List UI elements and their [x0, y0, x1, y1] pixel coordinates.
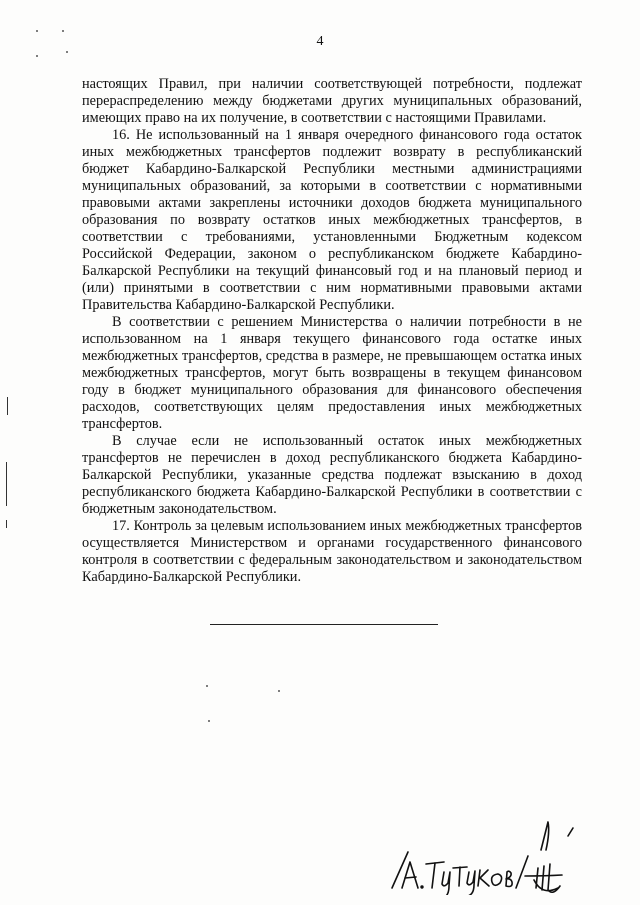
scan-dot — [278, 690, 280, 692]
margin-scan-line — [7, 397, 8, 415]
handwritten-signature — [370, 810, 590, 895]
paragraph-continuation: настоящих Правил, при наличии соответствующей потребности, подлежат перераспределению между бюджетами других муниципальных образований, имеющих право на их получение, в соответствии с настоящими Правилами. — [82, 76, 582, 126]
paragraph-recovery: В случае если не использованный остаток иных межбюджетных трансфертов не перечислен в доход республиканского бюджета Кабардино-Балкарской Республики, указанные средства подлежат взысканию в доход республиканского бюджета Кабардино-Балкарской Республики в соответствии с бюджетным законодательством. — [82, 433, 582, 517]
scan-dot — [66, 51, 68, 53]
margin-scan-line — [6, 520, 7, 528]
scan-dot — [62, 30, 64, 32]
scan-dot — [206, 685, 208, 687]
document-body — [82, 76, 582, 586]
paragraph-clause-16: 16. Не использованный на 1 января очередного финансового года остаток иных межбюджетных трансфертов подлежит возврату в республиканский бюджет Кабардино-Балкарской Республики местными администрациями муниципальных образований, за которыми в соответствии с нормативными правовыми актами закреплены источники доходов бюджета муниципального образования по возврату остатков иных межбюджетных трансфертов, в соответствии с требованиями, установленными Бюджетным кодексом Российской Федерации, законом о республиканском бюджете Кабардино-Балкарской Республики на текущий финансовый год и на плановый период и (или) принятыми в соответствии с ним нормативными правовыми актами Правительства Кабардино-Балкарской Республики. — [82, 127, 582, 313]
paragraph-return-of-funds: В соответствии с решением Министерства о наличии потребности в не использованном на 1 января текущего финансового года остатке иных межбюджетных трансфертов, средства в размере, не превышающем остатка иных межбюджетных трансфертов, могут быть возвращены в текущем финансовом году в бюджет муниципального образования для финансового обеспечения расходов, соответствующих целям предоставления иных межбюджетных трансфертов. — [82, 314, 582, 432]
page-number: 4 — [316, 34, 324, 49]
margin-scan-line — [6, 462, 7, 506]
signature-image — [370, 810, 590, 895]
end-of-text-rule — [210, 624, 438, 625]
paragraph-clause-17: 17. Контроль за целевым использованием иных межбюджетных трансфертов осуществляется Министерством и органами государственного финансового контроля в соответствии с федеральным законодательством и законодательством Кабардино-Балкарской Республики. — [82, 518, 582, 585]
scan-dot — [36, 30, 38, 32]
scan-dot — [208, 720, 210, 722]
scan-dot — [36, 55, 38, 57]
